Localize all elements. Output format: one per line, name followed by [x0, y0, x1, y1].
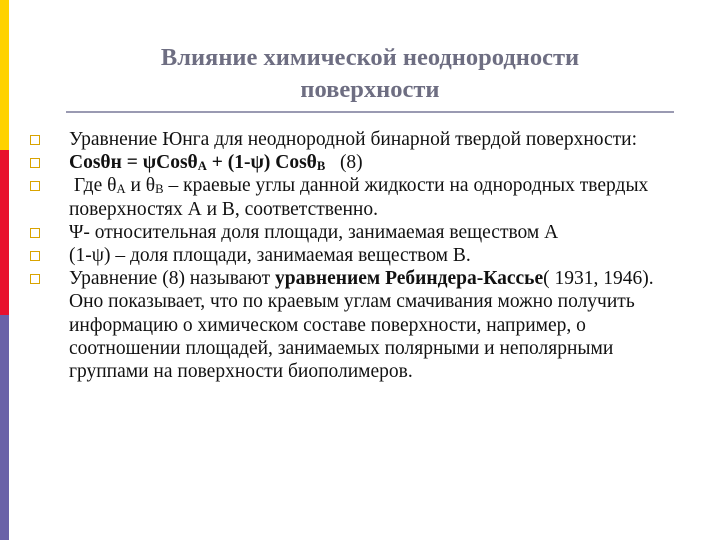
list-item	[30, 174, 690, 220]
square-bullet-icon	[30, 274, 40, 284]
slide-title: Влияние химической неоднородности поверхности	[160, 44, 580, 103]
sidebar-bar-purple	[0, 315, 9, 540]
square-bullet-icon	[30, 228, 40, 238]
square-bullet-icon	[30, 158, 40, 168]
list-item	[30, 221, 690, 244]
square-bullet-icon	[30, 181, 40, 191]
item-text: Где $\theta_A$ и $\theta_B$ – краевые углы данной жидкости на однородных твердых поверхностях А и В, соответственно.	[69, 175, 649, 220]
square-bullet-icon	[30, 135, 40, 145]
item-text: (1-ψ) – доля площади, занимаемая веществом В.	[69, 245, 471, 267]
bullet-list	[30, 128, 690, 383]
list-item	[30, 128, 690, 151]
title-divider	[66, 111, 674, 113]
sidebar-bar-red	[0, 150, 9, 315]
item-text: Уравнение (8) называют уравнением Ребиндера-Кассье( 1931, 1946). Оно показывает, что по краевым углам смачивания можно получить информацию о химическом составе поверхности, например, о соотношении площадей, занимаемых полярными и неполярными группами на поверхности биополимеров.	[69, 268, 654, 383]
list-item	[30, 244, 690, 267]
sidebar-decoration	[0, 0, 9, 540]
item-text: Уравнение Юнга для неоднородной бинарной твердой поверхности:	[69, 129, 638, 150]
item-text: Ψ- относительная доля площади, занимаемая веществом А	[69, 221, 559, 243]
equation-name: уравнением Ребиндера-Кассье	[275, 268, 544, 290]
list-item	[30, 267, 690, 383]
list-item	[30, 151, 690, 174]
square-bullet-icon	[30, 251, 40, 261]
equation: Cosθн = ψCosθ$_A$ + (1-ψ) Cosθ$_B$ (8)	[69, 152, 363, 174]
sidebar-bar-yellow	[0, 0, 9, 150]
